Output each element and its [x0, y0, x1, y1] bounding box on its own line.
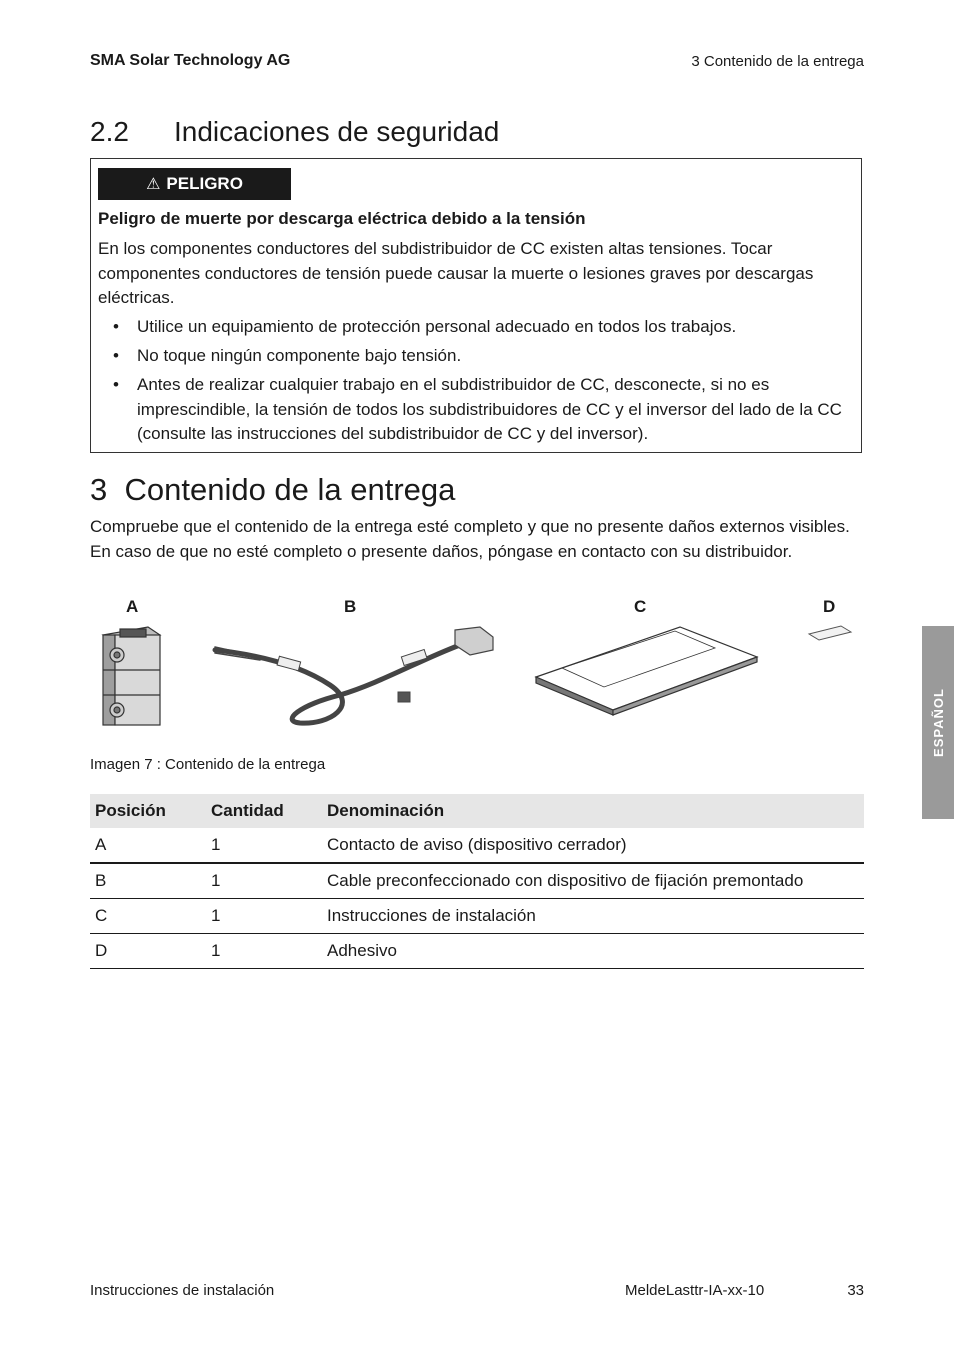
table-cell: 1 [206, 863, 322, 899]
figure-caption: Imagen 7 : Contenido de la entrega [90, 756, 326, 773]
delivery-contents-illustration [0, 615, 900, 745]
column-header: Denominación [322, 794, 864, 828]
table-cell: 1 [206, 934, 322, 969]
table-cell: 1 [206, 899, 322, 934]
figure-label-d: D [823, 597, 836, 616]
table-cell: C [90, 899, 206, 934]
header-section: 3 Contenido de la entrega [691, 53, 864, 70]
warning-body: En los componentes conductores del subdistribuidor de CC existen altas tensiones. Tocar componentes conductores de tensión puede causar la muerte o lesiones graves por descargas eléctricas. [98, 239, 814, 307]
delivery-contents-table [90, 794, 864, 969]
danger-warning-box [90, 158, 862, 453]
language-side-tab [922, 626, 954, 819]
footer-page-number: 33 [847, 1282, 864, 1299]
cable-drawing [215, 627, 493, 723]
figure-label-a: A [126, 597, 139, 616]
table-cell: Cable preconfeccionado con dispositivo de fijación premontado [322, 863, 864, 899]
column-header: Cantidad [206, 794, 322, 828]
table-cell: A [90, 828, 206, 863]
table-row [90, 863, 864, 899]
section-heading-2-2 [90, 116, 499, 148]
section-title: Indicaciones de seguridad [174, 116, 500, 147]
table-header-row [90, 794, 864, 828]
section-heading-3 [90, 472, 455, 508]
section-number: 3 [90, 472, 108, 507]
language-side-tab-label: ESPAÑOL [930, 688, 946, 757]
footer-document-code: MeldeLasttr-IA-xx-10 [625, 1282, 765, 1299]
section-title: Contenido de la entrega [124, 472, 456, 507]
warning-bullet-list [98, 315, 850, 451]
footer-document-title: Instrucciones de instalación [90, 1282, 275, 1299]
section-intro: Compruebe que el contenido de la entrega esté completo y que no presente daños externos visibles. En caso de que no esté completo o presente daños, póngase en contacto con su distribuidor. [90, 517, 850, 561]
table-cell: Instrucciones de instalación [322, 899, 864, 934]
list-item: • Utilice un equipamiento de protección personal adecuado en todos los trabajos. [113, 317, 737, 336]
header-company: SMA Solar Technology AG [90, 52, 291, 69]
table-cell: Adhesivo [322, 934, 864, 969]
danger-label [98, 168, 291, 200]
column-header: Posición [90, 794, 206, 828]
section-number: 2.2 [90, 116, 129, 147]
list-item: • No toque ningún componente bajo tensión. [113, 346, 462, 365]
figure-label-c: C [634, 597, 647, 616]
table-cell: 1 [206, 828, 322, 863]
figure-label-b: B [344, 597, 357, 616]
warning-title: Peligro de muerte por descarga eléctrica debido a la tensión [98, 209, 586, 228]
instruction-booklet-drawing [536, 627, 757, 715]
table-row [90, 934, 864, 969]
table-row [90, 828, 864, 863]
table-row [90, 899, 864, 934]
warning-triangle-icon: ⚠ [146, 176, 161, 193]
list-item: • Antes de realizar cualquier trabajo en el subdistribuidor de CC, desconecte, si no es imprescindible, la tensión de todos los subdistribuidores de CC y el inversor del lado de la CC (consulte las instrucciones del subdistribuidor de CC y del inversor). [113, 375, 842, 443]
table-cell: Contacto de aviso (dispositivo cerrador) [322, 828, 864, 863]
table-cell: B [90, 863, 206, 899]
danger-label-text: PELIGRO [166, 174, 243, 193]
contact-module-drawing [103, 627, 160, 725]
table-cell: D [90, 934, 206, 969]
sticker-drawing [809, 626, 851, 640]
